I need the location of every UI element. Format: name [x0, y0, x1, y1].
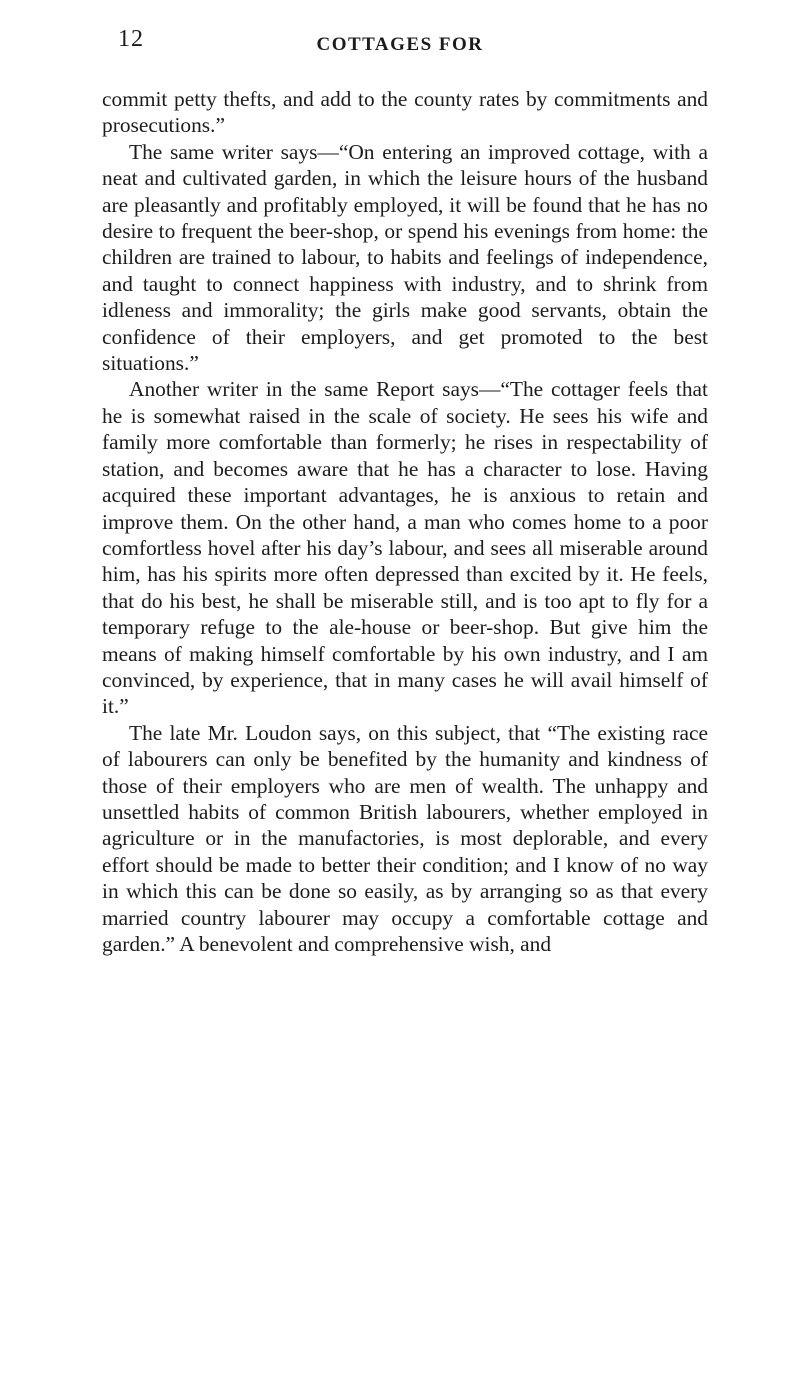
- paragraph-same-writer-quote: The same writer says—“On entering an improved cottage, with a neat and cultivated garden, in which the leisure hours of the husband are pleasantly and profitably employed, it will be found that he has no desire to frequent the beer-shop, or spend his evenings from home: the children are trained to labour, to habits and feelings of independence, and taught to connect happiness with industry, and to shrink from idleness and immorality; the girls make good servants, obtain the confidence of their employers, and get promoted to the best situations.”: [102, 139, 708, 376]
- running-head: COTTAGES FOR: [316, 34, 484, 55]
- page-header: [0, 24, 800, 64]
- paragraph-continued: commit petty thefts, and add to the county rates by commitments and prosecutions.”: [102, 87, 708, 138]
- paragraph-another-writer-quote: Another writer in the same Report says—“The cottager feels that he is somewhat raised in the scale of society. He sees his wife and family more comfortable than formerly; he rises in respectability of station, and becomes aware that he has a character to lose. Having acquired these important advantages, he is anxious to retain and improve them. On the other hand, a man who comes home to a poor comfortless hovel after his day’s labour, and sees all miserable around him, has his spirits more often depressed than excited by it. He feels, that do his best, he shall be miserable still, and is too apt to fly for a temporary refuge to the ale-house or beer-shop. But give him the means of making himself comfortable by his own industry, and I am convinced, by experience, that in many cases he will avail himself of it.”: [102, 377, 708, 719]
- page-number: 12: [118, 26, 144, 52]
- paragraph-loudon-quote: The late Mr. Loudon says, on this subject, that “The existing race of labourers can only be benefited by the humanity and kindness of those of their employers who are men of wealth. The unhappy and unsettled habits of common British labourers, whether employed in agriculture or in the manufactories, is most deplorable, and every effort should be made to better their condition; and I know of no way in which this can be done so easily, as by arranging so as that every married country labourer may occupy a comfortable cottage and garden.” A benevolent and comprehensive wish, and: [102, 720, 708, 956]
- body-text: [102, 86, 708, 957]
